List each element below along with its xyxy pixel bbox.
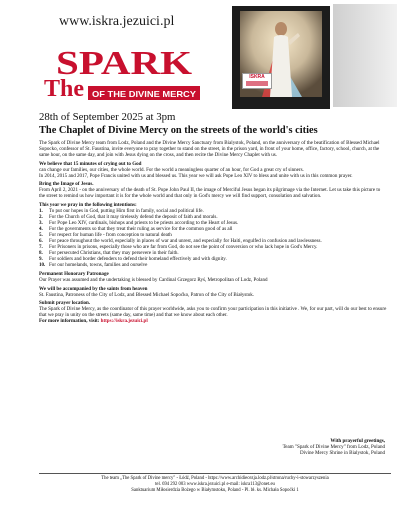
intention-item: 6. For peace throughout the world, especially in places of war and unrest, and especially for Haiti, engulfed in confusion and lawlessness. <box>39 238 322 245</box>
intention-item: 3. For Pope Leo XIV, cardinals, bishops and priests to be priests according to the Heart of Jesus. <box>39 220 239 227</box>
divine-mercy-image <box>232 6 330 109</box>
crying-heading: We believe that 15 minutes of crying out to God <box>39 160 142 167</box>
footer-line-3: Sanktuarium Miłosierdzia Bożego w Białymstoku, Poland - Pl. bł. ks. Michała Sopoćki 1 <box>131 488 299 493</box>
letter-body <box>39 140 387 324</box>
image-caption-badge: ISKRA <box>242 73 272 89</box>
intention-item: 8. For persecuted Christians, that they may persevere in their faith. <box>39 250 179 257</box>
logo-subtitle: OF THE DIVINE MERCY <box>92 89 197 99</box>
website-url[interactable]: www.iskra.jezuici.pl <box>59 14 175 29</box>
more-info-label: For more information, visit: <box>39 318 100 325</box>
image-paragraph: From April 2, 2021 - on the anniversary of the death of St. Pope John Paul II, the image of Merciful Jesus began its pilgrimage via the Internet. Let us take this picture to the street to remind us how important it is for the whole world and that only in God's mercy we will find support, consolation and salvation. <box>39 187 381 200</box>
footer-line-1: The team „The Spark of Divine mercy" - Łódź, Poland - https://www.archidiecezja.lodz.pl/strona/ruchy-i-stowarzyszenia <box>101 476 329 481</box>
logo-spark-word: SPARK <box>56 45 193 82</box>
footer-line-2: tel. 694 292 003 www.iskra.jezuici.pl e-mail: iskra113@onet.eu <box>155 482 275 487</box>
saints-paragraph: St. Faustina, Patroness of the City of Lodz, and Blessed Michael Sopoćko, Patron of the City of Białystok. <box>39 291 255 298</box>
closing-signature <box>185 438 385 456</box>
crying-paragraph-2: In 2014, 2015 and 2017, Pope Francis united with us and blessed us. This year we will ask Pope Leo XIV to bless and unite with us in this common prayer. <box>39 172 353 179</box>
more-info-line <box>39 318 387 324</box>
image-frame-shadow <box>333 4 397 107</box>
crying-paragraph-1: can change our families, our cities, the whole world. For the world a meaningless quarter of an hour, for God a great cry of sinners. <box>39 166 304 173</box>
closing-line-1: Team "Spark of Divine Mercy" from Lodz, Poland <box>282 444 385 451</box>
intention-item: 7. For Prisoners in prisons, especially those who are far from God, do not see the point of conversion or who lack hope in God's Mercy. <box>39 244 318 251</box>
intention-item: 2. For the Church of God, that it may tirelessly defend the deposit of faith and morals. <box>39 214 218 221</box>
more-info-link[interactable]: https://iskra.jezuici.pl <box>100 318 148 325</box>
closing-greeting: With prayerful greetings, <box>330 438 385 444</box>
intention-item: 5. For respect for human life - from conception to natural death <box>39 232 172 239</box>
image-heading: Bring the Image of Jesus. <box>39 181 94 188</box>
intentions-heading: This year we pray in the following intentions: <box>39 201 137 208</box>
logo-the-word: The <box>44 76 85 102</box>
event-date: 28th of September 2025 at 3pm <box>39 111 176 123</box>
intentions-list <box>39 208 387 268</box>
intention-item: 1. To put our hopes in God, putting Him first in family, social and political life. <box>39 207 204 214</box>
intention-item: 4. For the governments so that they treat their ruling as service for the common good of as all <box>39 226 233 233</box>
closing-line-2: Divine Mercy Shrine in Bialystok, Poland <box>300 450 385 457</box>
event-title: The Chaplet of Divine Mercy on the streets of the world's cities <box>39 125 318 136</box>
intention-item: 10. For our homelands, towns, families and ourselve <box>39 262 148 269</box>
footer <box>39 476 391 494</box>
intention-item: 9. For soldiers and border defenders to defend their homeland effectively and with dignity. <box>39 256 227 263</box>
patronage-heading: Permanent Honorary Patronage <box>39 270 109 277</box>
location-heading: Submit prayer location. <box>39 300 91 307</box>
footer-divider <box>39 473 391 474</box>
location-paragraph: The Spark of Divine Mercy, as the coordinator of this prayer worldwide, asks you to confirm your participation in this initiative . We, for our part, will do our best to ensure that we pray in unity on the streets (same day, same time) and that we know about each other. <box>39 306 387 319</box>
spark-logo <box>38 38 210 110</box>
patronage-paragraph: Our Prayer was assumed and the undertaking is blessed by Cardinal Grzegorz Ryś, Metropolitan of Lodz, Poland <box>39 276 268 283</box>
intro-paragraph: The Spark of Divine Mercy team from Lodz, Poland and the Divine Mercy Sanctuary from Bialystok, Poland, on the anniversary of the beatification of Blessed Michael Sopocko, confessor of St. Faustina, invite everyone to pray together to stand on the street, in the prison yard, in front of your home, office, factory, school, church, at the same hour, on the same day, and join with Jesus dying on the cross, and then recite the Divine Mercy Chaplet with us. <box>39 140 380 159</box>
saints-heading: We will be accompanied by the saints from heaven <box>39 285 148 292</box>
